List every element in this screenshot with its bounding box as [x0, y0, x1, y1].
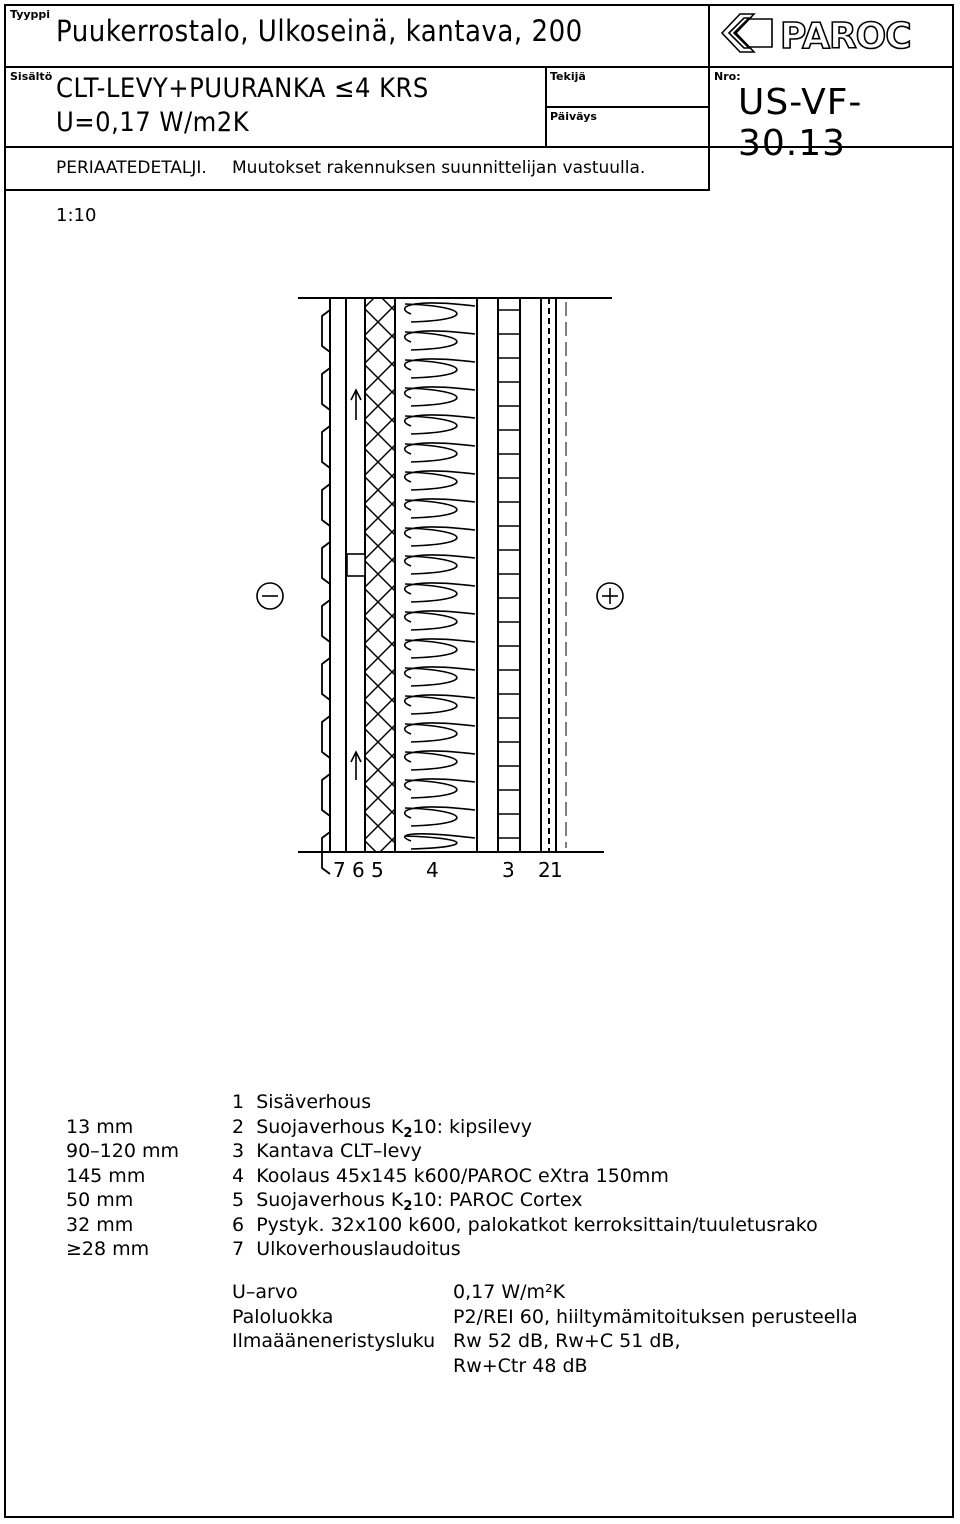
property-label	[232, 1354, 435, 1379]
nro-label: Nro:	[714, 70, 741, 83]
cladding-board	[322, 658, 330, 700]
layer-number-4: 4	[426, 858, 439, 882]
title-block-divider	[4, 66, 954, 68]
layer-sub: 2	[403, 1125, 413, 1141]
layer-text: Suojaverhous K	[256, 1189, 404, 1211]
detail-type: PERIAATEDETALJI.	[56, 158, 207, 178]
layer-thickness: 90–120 mm	[66, 1140, 179, 1162]
layer-num: 1	[232, 1091, 245, 1113]
content-line-2: U=0,17 W/m2K	[56, 107, 250, 138]
title-block-divider	[545, 66, 547, 146]
layer-text: Ulkoverhouslaudoitus	[256, 1238, 461, 1260]
cladding-board	[322, 716, 330, 758]
tekija-label: Tekijä	[550, 70, 586, 83]
layer-thickness: 145 mm	[66, 1164, 146, 1187]
property-label: Ilmaääneneristysluku	[232, 1330, 436, 1352]
layer-number-5: 5	[371, 858, 384, 882]
layer-text-rest: 10: kipsilevy	[412, 1115, 533, 1138]
layer-num: 2	[232, 1115, 245, 1138]
fire-stop	[347, 554, 365, 576]
property-label: U–arvo	[232, 1281, 298, 1303]
drawing-scale: 1:10	[56, 205, 97, 226]
layer-row	[232, 1237, 818, 1262]
airflow-arrow	[351, 390, 361, 420]
cladding-board	[322, 542, 330, 584]
cladding-board	[322, 484, 330, 526]
layer-thickness: 32 mm	[66, 1213, 134, 1236]
sisalto-label: Sisältö	[10, 70, 53, 83]
layer-text-rest: 10: PAROC Cortex	[412, 1189, 583, 1211]
title-block-divider	[708, 146, 710, 190]
layer-sub: 2	[403, 1199, 413, 1214]
paroc-logo	[720, 10, 952, 56]
cladding-board	[322, 310, 330, 352]
layer-text: Kantava CLT–levy	[256, 1140, 422, 1162]
layer-description-column	[232, 1090, 818, 1262]
airflow-arrow	[351, 752, 361, 780]
layer-text: Sisäverhous	[256, 1091, 372, 1113]
layer-thickness: 50 mm	[66, 1189, 134, 1211]
layer-row	[232, 1139, 818, 1164]
layer-num: 4	[232, 1164, 245, 1187]
title-block-divider	[708, 4, 710, 146]
layer-thickness-column	[66, 1090, 179, 1262]
layer-num: 3	[232, 1140, 245, 1162]
layer-num: 5	[232, 1189, 245, 1211]
layer-num: 7	[232, 1238, 245, 1260]
layer-number-7: 7	[333, 858, 346, 882]
cladding-board	[322, 426, 330, 468]
layer-text: Koolaus 45x145 k600/PAROC eXtra 150mm	[256, 1164, 669, 1187]
cladding-board	[322, 774, 330, 816]
layer-number-6: 6	[352, 858, 365, 882]
layer-row	[232, 1115, 818, 1140]
layer-thickness: ≥28 mm	[66, 1238, 150, 1260]
tyyppi-label: Tyyppi	[10, 8, 51, 21]
layer-thickness	[66, 1090, 179, 1115]
property-values	[453, 1280, 858, 1378]
layer-number-1: 1	[550, 858, 563, 882]
property-value: Rw+Ctr 48 dB	[453, 1354, 588, 1377]
cortex-layer	[365, 298, 395, 852]
layer-row	[232, 1090, 818, 1115]
responsibility-note: Muutokset rakennuksen suunnittelijan vastuulla.	[232, 158, 646, 178]
insulation-pattern	[405, 303, 475, 849]
layer-thickness: 13 mm	[66, 1115, 134, 1138]
cladding-board	[322, 368, 330, 410]
drawing-title: Puukerrostalo, Ulkoseinä, kantava, 200	[56, 14, 583, 48]
layer-number-2: 2	[538, 858, 551, 882]
property-value: 0,17 W/m²K	[453, 1281, 566, 1303]
layer-num: 6	[232, 1213, 245, 1236]
drawing-number: US-VF-30.13	[738, 82, 863, 164]
title-block-divider	[4, 189, 710, 191]
layer-row	[232, 1188, 818, 1213]
layer-text: Suojaverhous K	[256, 1115, 404, 1138]
title-block-divider	[545, 106, 710, 108]
logo-text: PAROC	[780, 16, 911, 56]
layer-row	[232, 1213, 818, 1238]
property-label: Paloluokka	[232, 1305, 334, 1328]
content-line-1: CLT-LEVY+PUURANKA ≤4 KRS	[56, 73, 429, 104]
property-value: Rw 52 dB, Rw+C 51 dB,	[453, 1330, 681, 1352]
property-labels	[232, 1280, 435, 1378]
cladding-board	[322, 600, 330, 642]
layer-number-3: 3	[502, 858, 515, 882]
wall-section-drawing	[0, 280, 960, 900]
paivays-label: Päiväys	[550, 110, 597, 123]
layer-row	[232, 1164, 818, 1189]
layer-text: Pystyk. 32x100 k600, palokatkot kerroksittain/tuuletusrako	[256, 1213, 818, 1236]
property-value: P2/REI 60, hiiltymämitoituksen perusteella	[453, 1305, 858, 1328]
